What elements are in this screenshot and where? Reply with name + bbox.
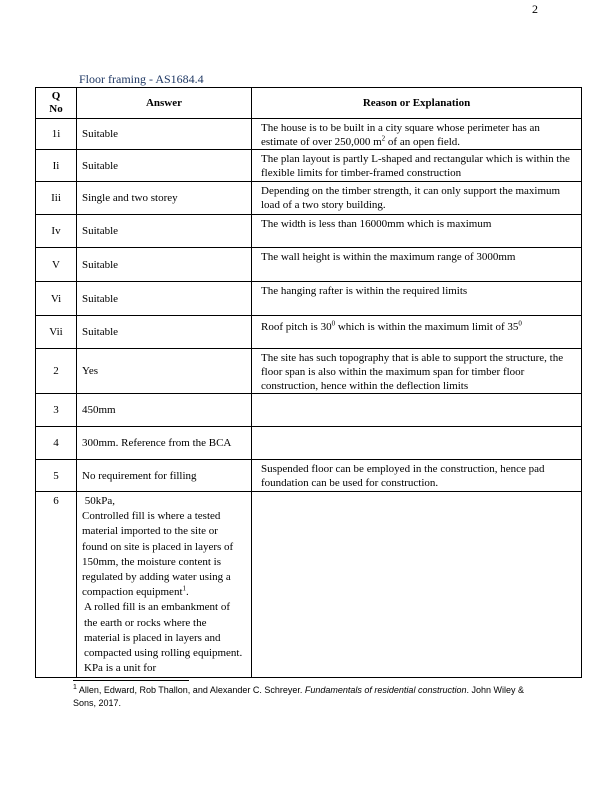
q-number: 3 [36,394,77,427]
q-number: 4 [36,427,77,460]
table-row [36,492,582,678]
q-number: 5 [36,460,77,492]
footnote-separator [73,680,189,681]
footnote-ref: 1 [182,584,186,593]
reason-cell [252,492,582,678]
table-row [36,316,582,349]
table-header-row [36,88,582,119]
answer-rolled-fill: A rolled fill is an embankment of the earth or rocks where the material is placed in layers and compacted using rolling equipment. KPa is a unit for [84,601,243,674]
answer-cell: Suitable [77,215,252,248]
answer-cell: Suitable [77,282,252,316]
answer-cell: Single and two storey [77,182,252,215]
answer-cell: No requirement for filling [77,460,252,492]
reason-cell: The wall height is within the maximum range of 3000mm [252,248,582,282]
footnote-title: Fundamentals of residential construction [304,685,467,695]
q-number: 2 [36,349,77,394]
controlled-fill-tail: . [186,586,189,599]
answer-cell [77,492,252,678]
answer-cell: 450mm [77,394,252,427]
reason-cell [252,427,582,460]
footnote-rest: . John Wiley & Sons, 2017. [73,685,524,708]
table-row [36,248,582,282]
table-row [36,349,582,394]
section-title: Floor framing - AS1684.4 [79,72,204,86]
reason-cell: The plan layout is partly L-shaped and rectangular which is within the flexible limits for timber-framed construction [252,150,582,182]
table-row [36,119,582,150]
reason-cell [252,316,582,349]
reason-text: Roof pitch is 30 [261,321,332,333]
table-row [36,282,582,316]
q-number: Iii [36,182,77,215]
table-row [36,182,582,215]
reason-cell [252,394,582,427]
reason-cell: The site has such topography that is able to support the structure, the floor span is also within the maximum span for timber floor construction, hence within the deflection limits [252,349,582,394]
table-row [36,427,582,460]
q-number: V [36,248,77,282]
table-row [36,394,582,427]
answer-long-text [77,492,251,674]
reason-cell: Suspended floor can be employed in the construction, hence pad foundation can be used for construction. [252,460,582,492]
answer-cell: Suitable [77,248,252,282]
header-reason: Reason or Explanation [252,88,582,119]
q-number: Vii [36,316,77,349]
answer-cell: 300mm. Reference from the BCA [77,427,252,460]
header-q-no: Q No [36,88,77,119]
superscript: 0 [331,319,336,328]
answers-table [35,87,582,678]
superscript: 0 [518,319,522,328]
answer-cell: Suitable [77,119,252,150]
superscript: 2 [381,134,386,143]
reason-cell: Depending on the timber strength, it can only support the maximum load of a two story building. [252,182,582,215]
reason-cell: The hanging rafter is within the required limits [252,282,582,316]
table-row [36,150,582,182]
answer-controlled-fill [82,509,245,600]
q-number: 1i [36,119,77,150]
reason-text-tail: which is within the maximum limit of 35 [335,321,519,333]
answer-line-50kpa: 50kPa, [82,495,115,507]
answer-cell: Yes [77,349,252,394]
reason-cell [252,119,582,150]
reason-cell: The width is less than 16000mm which is maximum [252,215,582,248]
footnote [73,684,543,710]
table-row [36,215,582,248]
answer-cell: Suitable [77,316,252,349]
q-number: Ii [36,150,77,182]
footnote-marker: 1 [73,684,77,691]
header-answer: Answer [77,88,252,119]
answer-cell: Suitable [77,150,252,182]
footnote-authors: Allen, Edward, Rob Thallon, and Alexander C. Schreyer. [76,685,305,695]
q-number: 6 [36,492,77,678]
page-number: 2 [532,2,538,16]
q-number: Vi [36,282,77,316]
reason-text-tail: of an open field. [385,136,461,148]
q-number: Iv [36,215,77,248]
controlled-fill-text: Controlled fill is where a tested material imported to the site or found on site is placed in layers of 150mm, the moisture content is regulated by adding water using a compaction equipment [82,510,234,599]
reason-text: The house is to be built in a city square whose perimeter has an estimate of over 250,000 m [261,122,540,148]
table-row [36,460,582,492]
